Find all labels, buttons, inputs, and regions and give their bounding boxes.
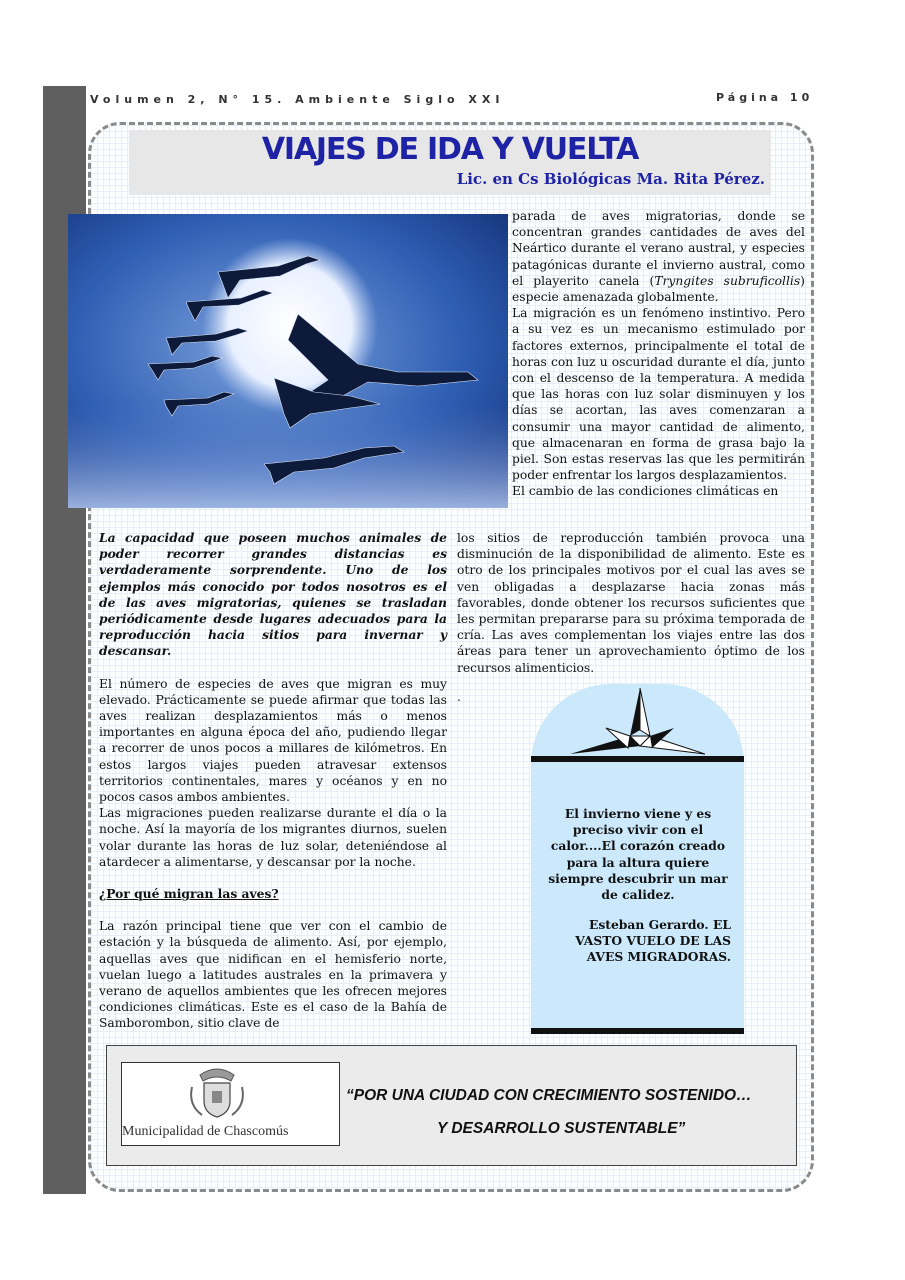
body-paragraph: La migración es un fenómeno instintivo. Pero a su vez es un mecanismo estimulado por factores externos, principalmente el total de horas con luz u oscuridad durante el día, junto con el descenso de la temperatura. A medida que las horas con luz solar disminuyen y los días se acortan, las aves comenzaran a consumir una mayor cantidad de alimento, que almacenaran en forma de grasa bajo la piel. Son estas reservas las que les permitirán poder enfrentar los largos desplazamientos. xyxy=(512,306,805,483)
body-paragraph: La razón principal tiene que ver con el cambio de estación y la búsqueda de alimento. Así, por ejemplo, aquellas aves que nidifican en el hemisferio norte, vuelan luego a latitudes australes en la primavera y verano de aquellos ambientes que les ofrecen mejores condiciones climáticas. Este es el caso de la Bahía de Samborombon, sitio clave de xyxy=(99,919,447,1031)
body-paragraph: los sitios de reproducción también provoca una disminución de la disponibilidad de alimento. Este es otro de los principales motivos por el cual las aves se ven obligadas a desplazarse hacia zonas más favorables, donde obtener los recursos suficientes que les permitan prepararse para su próxima temporada de cría. Las aves complementan los viajes entre las dos áreas para tener un aprovechamiento óptimo de los recursos alimenticios. xyxy=(457,531,805,675)
right-column-text xyxy=(512,208,805,500)
migrating-birds-photo xyxy=(68,214,508,508)
body-paragraph: Las migraciones pueden realizarse durante el día o la noche. Así la mayoría de los migrantes diurnos, suelen volar durante las horas de luz solar, deteniéndose al atardecer a alimentarse, y descansar por la noche. xyxy=(99,806,447,869)
compass-rose-icon xyxy=(570,688,705,758)
quote-attribution: Esteban Gerardo. EL VASTO VUELO DE LAS AVES MIGRADORAS. xyxy=(575,917,731,965)
page-number: Página 10 xyxy=(716,91,814,104)
title-banner xyxy=(129,130,771,195)
slogan-line-1: “POR UNA CIUDAD CON CRECIMIENTO SOSTENIDO… xyxy=(346,1087,752,1104)
quote-text: El invierno viene y es preciso vivir con el calor....El corazón creado para la altura quiere siempre descubrir un mar de calidez. xyxy=(548,806,728,903)
left-column-text xyxy=(99,530,447,1032)
article-author: Lic. en Cs Biológicas Ma. Rita Pérez. xyxy=(456,170,765,188)
species-name: Tryngites subruficollis xyxy=(654,273,801,288)
municipality-name: Municipalidad de Chascomús xyxy=(122,1124,289,1139)
lower-right-column-text xyxy=(457,530,805,676)
article-title: VIAJES DE IDA Y VUELTA xyxy=(261,132,639,167)
body-paragraph: parada de aves migratorias, donde se concentran grandes cantidades de aves del Neártico durante el verano austral, y especies patagónicas durante el invierno austral, como el playerito canela (Tryngites subruficollis) especie amenazada globalmente. xyxy=(512,209,805,305)
running-header: Volumen 2, N° 15. Ambiente Siglo XXI xyxy=(90,93,505,106)
intro-paragraph: La capacidad que poseen muchos animales de poder recorrer grandes distancias es verdaderamente sorprendente. Uno de los ejemplos más conocido por todos nosotros es el de las aves migratorias, quienes se trasladan periódicamente desde lugares adecuados para la reproducción hacia sitios para invernar y descansar. xyxy=(99,530,447,659)
body-paragraph: El cambio de las condiciones climáticas en xyxy=(512,484,779,499)
section-subheading: ¿Por qué migran las aves? xyxy=(99,886,279,902)
stray-dot: . xyxy=(457,690,461,704)
slogan-line-2: Y DESARROLLO SUSTENTABLE” xyxy=(437,1120,686,1137)
body-paragraph: El número de especies de aves que migran es muy elevado. Prácticamente se puede afirmar que todas las aves realizan desplazamientos más o menos importantes en alguna época del año, pudiendo llegar a recorrer de unos pocos a millares de kilómetros. En estos largos viajes pueden atravesar extensos territorios continentales, mares y océanos y en no pocos casos ambos ambientes. xyxy=(99,676,447,805)
coat-of-arms-icon xyxy=(186,1065,248,1121)
